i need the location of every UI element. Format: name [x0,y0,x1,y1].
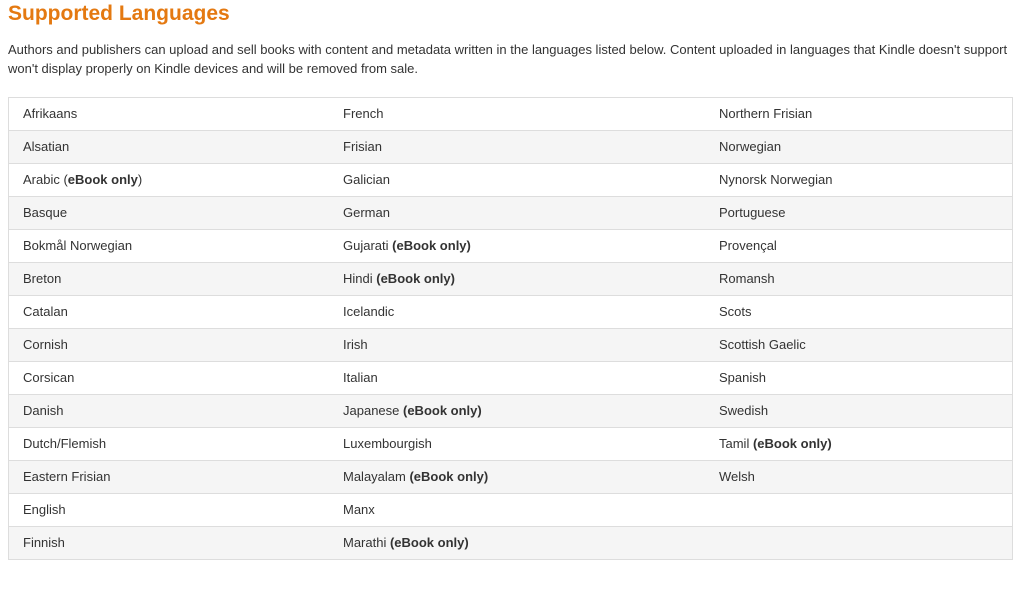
language-name: German [343,205,390,220]
intro-paragraph: Authors and publishers can upload and sell books with content and metadata written in the languages listed below. Content uploaded in languages that Kindle doesn't support won't display properly on Kindle devices and will be removed from sale. [8,42,1008,76]
language-name: Breton [23,271,62,286]
language-cell [705,527,1013,560]
language-name: Gujarati [343,238,393,253]
language-name: French [343,106,384,121]
language-cell [329,263,705,296]
table-row [9,395,1013,428]
language-name: English [23,502,66,517]
language-name: Manx [343,502,375,517]
language-cell [9,395,330,428]
language-name: Eastern Frisian [23,469,111,484]
supported-languages-table [8,97,1013,560]
language-cell [329,230,705,263]
language-name: Provençal [719,238,777,253]
language-cell [705,296,1013,329]
language-cell [9,131,330,164]
language-name: Bokmål Norwegian [23,238,133,253]
ebook-only-note: (eBook only) [752,436,832,451]
language-cell [329,98,705,131]
language-name: Northern Frisian [719,106,813,121]
language-cell [329,461,705,494]
language-cell [705,395,1013,428]
language-name: Welsh [719,469,755,484]
ebook-only-note: (eBook only) [389,535,469,550]
language-table-body [9,98,1013,560]
language-cell [329,329,705,362]
language-name: Icelandic [343,304,395,319]
language-cell [705,230,1013,263]
table-row [9,461,1013,494]
language-cell [329,197,705,230]
language-name: Tamil [719,436,753,451]
language-name: Italian [343,370,378,385]
language-cell [9,164,330,197]
table-row [9,230,1013,263]
language-name: Norwegian [719,139,782,154]
language-name: Swedish [719,403,769,418]
table-row [9,362,1013,395]
language-cell [9,461,330,494]
ebook-only-note: (eBook only) [403,403,482,418]
language-cell [329,428,705,461]
table-row [9,131,1013,164]
language-name: Malayalam [343,469,410,484]
language-name: Scots [719,304,752,319]
table-row [9,494,1013,527]
ebook-only-note: (eBook only) [376,271,455,286]
language-cell [705,362,1013,395]
language-name: Danish [23,403,64,418]
language-name: Finnish [23,535,65,550]
language-cell [9,263,330,296]
ebook-only-note: eBook only [67,172,138,187]
language-cell [329,164,705,197]
language-cell [329,527,705,560]
table-row [9,296,1013,329]
language-name: Japanese [343,403,403,418]
table-row [9,164,1013,197]
language-cell [329,131,705,164]
language-cell [329,494,705,527]
ebook-only-note: (eBook only) [409,469,489,484]
language-name: Romansh [719,271,775,286]
language-name: Arabic ( [23,172,68,187]
language-name: Luxembourgish [343,436,432,451]
language-cell [705,98,1013,131]
language-suffix: ) [137,172,143,187]
language-cell [705,461,1013,494]
language-cell [9,197,330,230]
table-row [9,527,1013,560]
language-name: Nynorsk Norwegian [719,172,833,187]
language-name: Dutch/Flemish [23,436,107,451]
language-cell [705,263,1013,296]
language-cell [9,428,330,461]
ebook-only-note: (eBook only) [392,238,471,253]
table-row [9,329,1013,362]
language-cell [9,329,330,362]
language-cell [329,296,705,329]
table-row [9,263,1013,296]
language-cell [705,428,1013,461]
language-name: Irish [343,337,368,352]
table-row [9,98,1013,131]
language-name: Spanish [719,370,766,385]
language-name: Marathi [343,535,390,550]
language-cell [9,527,330,560]
language-cell [9,230,330,263]
language-cell [329,395,705,428]
language-name: Galician [343,172,390,187]
language-name: Scottish Gaelic [719,337,806,352]
language-cell [329,362,705,395]
language-name: Catalan [23,304,68,319]
language-name: Basque [23,205,68,220]
language-cell [705,494,1013,527]
language-name: Corsican [23,370,75,385]
language-cell [9,98,330,131]
language-cell [705,329,1013,362]
language-cell [9,296,330,329]
table-row [9,428,1013,461]
language-name: Alsatian [23,139,70,154]
language-cell [9,362,330,395]
language-cell [9,494,330,527]
table-row [9,197,1013,230]
page-title: Supported Languages [8,2,230,25]
language-name: Afrikaans [23,106,78,121]
language-name: Hindi [343,271,377,286]
language-cell [705,131,1013,164]
language-name: Frisian [343,139,383,154]
language-cell [705,164,1013,197]
language-name: Cornish [23,337,68,352]
language-cell [705,197,1013,230]
language-name: Portuguese [719,205,786,220]
